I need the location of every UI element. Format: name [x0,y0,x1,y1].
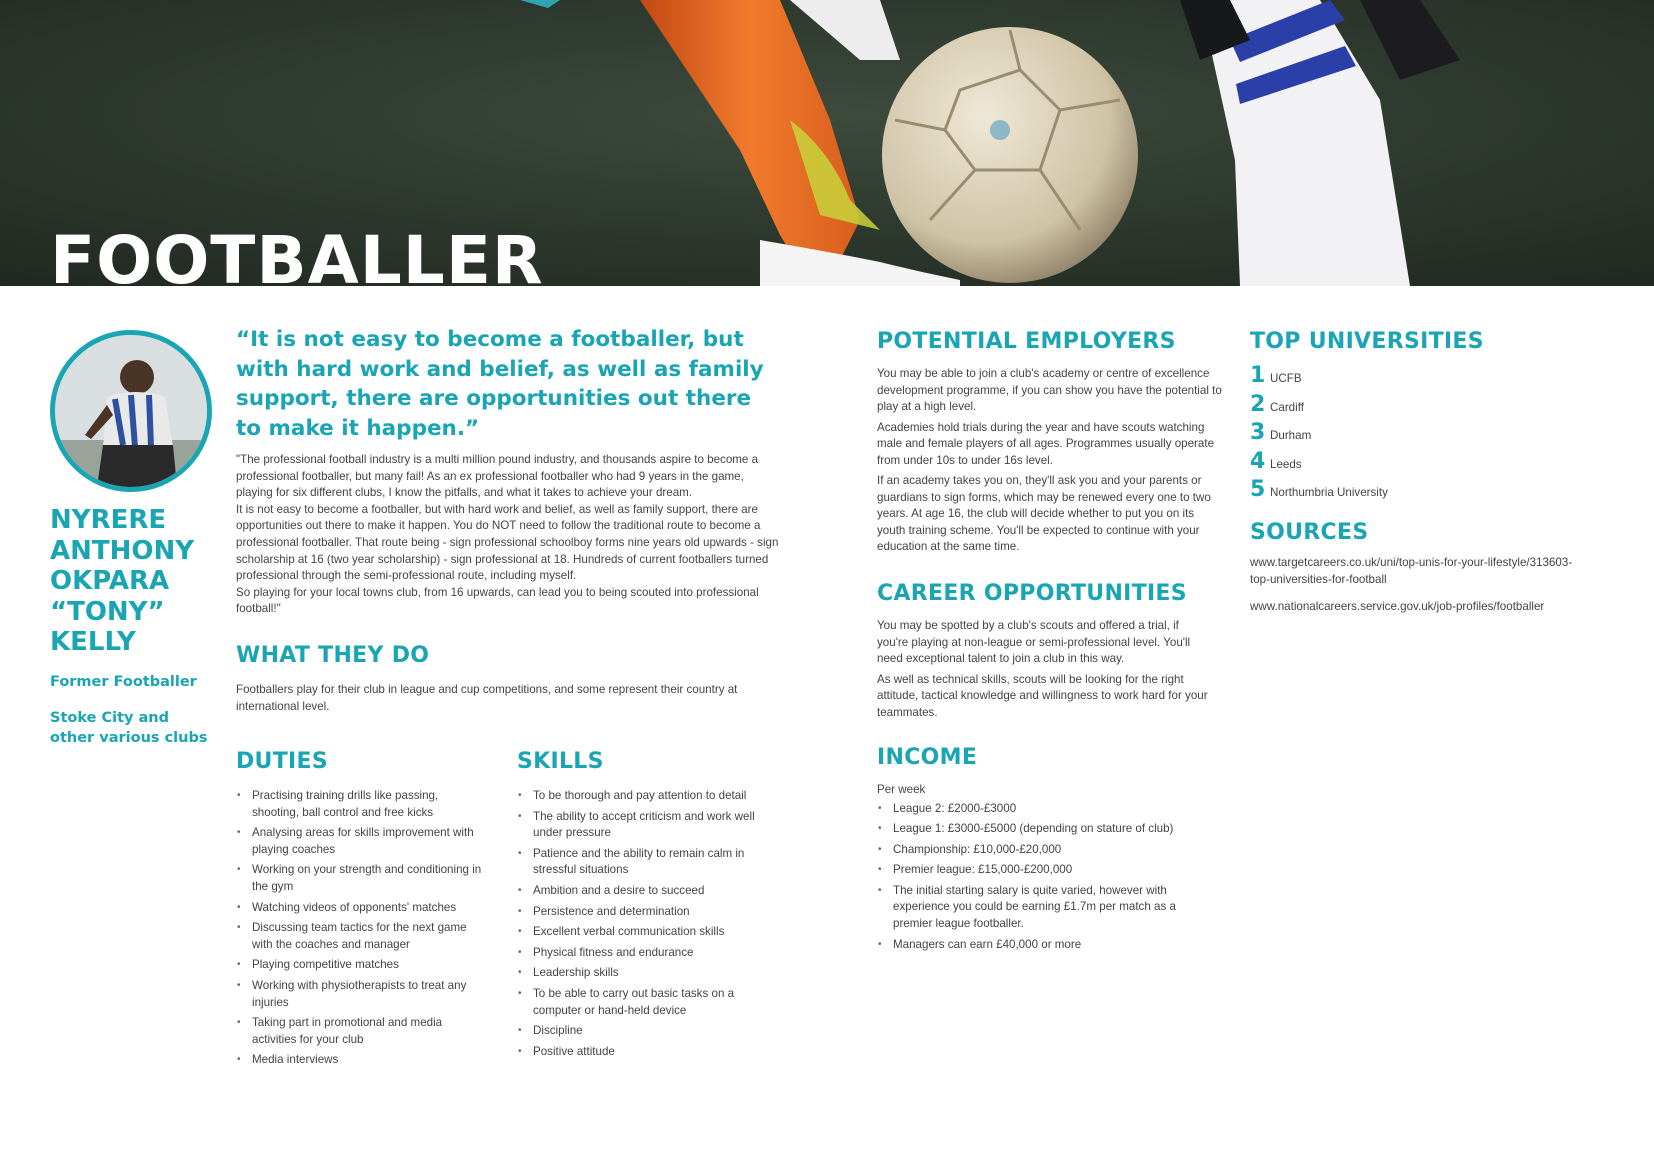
hero-banner [0,0,1654,286]
list-item: • Physical fitness and endurance [517,945,767,962]
quote-line: to make it happen.” [236,415,480,441]
skills-list [517,788,767,1060]
list-item: • Working on your strength and conditioning in the gym [236,862,484,895]
career-paragraph: You may be spotted by a club's scouts and offered a trial, if you're playing at non-league or semi-professional level. You'll need exceptional talent to join a club in this way. [877,619,1191,665]
rank-number: 2 [1250,391,1266,417]
income-section [877,745,1212,957]
pull-quote [236,325,796,443]
list-item: • Media interviews [236,1052,484,1069]
university-name: UCFB [1270,372,1302,385]
bio-text [236,452,781,618]
universities-list [1250,363,1610,506]
list-item: • The initial starting salary is quite varied, however with experience you could be earning £1.7m per match as a premier league footballer. [877,883,1197,933]
career-paragraph: As well as technical skills, scouts will be looking for the right attitude, tactical knowledge and willingness to work hard for your teammates. [877,672,1208,719]
list-item [1250,477,1610,506]
list-item: • Positive attitude [517,1044,767,1061]
player-photo [55,335,207,487]
page-title: FOOTBALLER [50,222,544,286]
list-item: • To be able to carry out basic tasks on a computer or hand-held device [517,986,767,1019]
university-name: Leeds [1270,457,1302,471]
duties-section [236,749,486,1073]
employers-section [877,329,1222,556]
quote-line: with hard work and belief, as well as family [236,356,764,382]
list-item: • Excellent verbal communication skills [517,924,767,941]
employers-paragraph: You may be able to join a club's academy or centre of excellence development programme, if you can show you have the potential to play at a high level. [877,367,1222,413]
bio-paragraph: It is not easy to become a footballer, but with hard work and belief, as well as family support, there are opportunities out there to make it happen. You do NOT need to follow the traditional route to become a professional footballer. That route being - sign professional schoolboy forms nine years old upwards - sign scholarship at 16 (two year scholarship) - sign professional at 18. Hundreds of current footballers turned professional through the semi-professional route, including myself. [236,502,779,583]
person-role: Former Footballer [50,674,197,690]
list-item: • The ability to accept criticism and work well under pressure [517,809,767,842]
list-item [1250,420,1610,449]
income-heading: INCOME [877,745,978,770]
rank-number: 1 [1250,363,1266,388]
source-link-line[interactable]: www.targetcareers.co.uk/uni/top-unis-for-your-lifestyle/313603- [1250,556,1573,569]
list-item: • To be thorough and pay attention to detail [517,788,767,805]
rank-number: 4 [1250,448,1266,474]
name-line: OKPARA [50,566,170,596]
list-item [1250,449,1610,478]
sources-heading: SOURCES [1250,520,1369,545]
list-item: • Practising training drills like passing, shooting, ball control and free kicks [236,788,484,821]
skills-heading: SKILLS [517,749,604,774]
skills-section [517,749,777,1064]
name-line: NYRERE [50,505,167,535]
list-item: • Working with physiotherapists to treat any injuries [236,978,484,1011]
list-item: • League 2: £2000-£3000 [877,801,1197,818]
universities-section [1250,329,1610,506]
employers-paragraph: Academies hold trials during the year and have scouts watching male and female players of all ages. Programmes usually operate from under 10s to under 16s level. [877,420,1215,467]
income-list [877,801,1197,954]
name-line: KELLY [50,627,136,657]
list-item: • Watching videos of opponents' matches [236,900,484,917]
what-they-do-section [236,643,776,715]
bio-paragraph: So playing for your local towns club, from 16 upwards, can lead you to being scouted into professional football!" [236,585,759,616]
duties-heading: DUTIES [236,749,328,774]
list-item: • Taking part in promotional and media activities for your club [236,1015,484,1048]
list-item: • Persistence and determination [517,904,767,921]
source-link-line[interactable]: top-universities-for-football [1250,572,1387,586]
list-item: • Discussing team tactics for the next game with the coaches and manager [236,920,484,953]
source-link-1[interactable] [1250,555,1630,588]
list-item: • Patience and the ability to remain calm in stressful situations [517,846,767,879]
career-section [877,581,1212,721]
person-clubs [50,708,220,748]
list-item: • League 1: £3000-£5000 (depending on stature of club) [877,821,1197,838]
university-name: Durham [1270,429,1312,442]
clubs-line: Stoke City and [50,710,170,726]
name-line: “TONY” [50,596,165,627]
name-line: ANTHONY [50,535,195,566]
career-heading: CAREER OPPORTUNITIES [877,581,1187,606]
what-they-do-heading: WHAT THEY DO [236,643,430,668]
list-item: • Playing competitive matches [236,957,484,974]
list-item: • Managers can earn £40,000 or more [877,937,1197,954]
what-they-do-text: Footballers play for their club in league and cup competitions, and some represent their country at international level. [236,683,738,713]
source-link-2[interactable]: www.nationalcareers.service.gov.uk/job-profiles/footballer [1250,600,1545,613]
universities-heading: TOP UNIVERSITIES [1250,329,1484,354]
quote-line: “It is not easy to become a footballer, but [236,327,744,352]
list-item: • Championship: £10,000-£20,000 [877,842,1197,859]
duties-list [236,788,484,1069]
list-item: • Leadership skills [517,965,767,982]
sources-section [1250,520,1630,616]
employers-paragraph: If an academy takes you on, they'll ask you and your parents or guardians to sign forms, which may be renewed every one to two years. At age 16, the club will decide whether to put you on its youth training scheme. You'll be expected to continue with your education at the same time. [877,474,1211,553]
income-intro: Per week [877,783,926,796]
clubs-line: other various clubs [50,730,208,746]
rank-number: 5 [1250,477,1266,502]
quote-line: support, there are opportunities out there [236,386,752,411]
list-item: • Premier league: £15,000-£200,000 [877,862,1197,879]
list-item: • Analysing areas for skills improvement with playing coaches [236,825,484,858]
list-item: • Discipline [517,1023,767,1040]
university-name: Cardiff [1270,400,1304,414]
bio-paragraph: "The professional football industry is a multi million pound industry, and thousands aspire to become a professional footballer, but many fail! As an ex professional footballer who had 9 years in the game, playing for six different clubs, I know the pitfalls, and what it takes to achieve your dream. [236,453,759,500]
profile-portrait [50,330,212,492]
list-item [1250,363,1610,392]
employers-heading: POTENTIAL EMPLOYERS [877,329,1176,354]
university-name: Northumbria University [1270,486,1388,499]
person-name [50,505,230,658]
rank-number: 3 [1250,420,1266,445]
list-item: • Ambition and a desire to succeed [517,883,767,900]
list-item [1250,392,1610,421]
